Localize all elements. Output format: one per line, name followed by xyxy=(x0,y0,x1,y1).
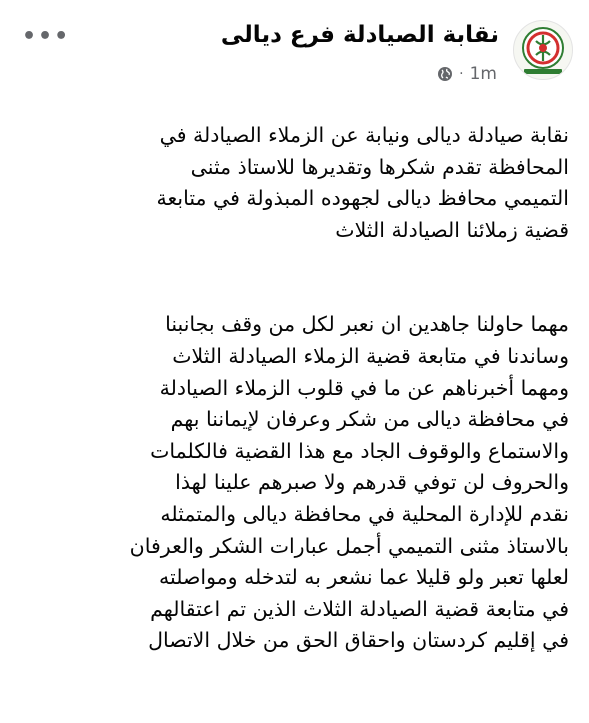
post-line: لعلها تعبر ولو قليلا عما نشعر به لتدخله ومواصلته xyxy=(159,565,569,590)
post-line: المحافظة تقدم شكرها وتقديرها للاستاذ مثنى xyxy=(190,154,569,179)
syndicate-logo-icon xyxy=(514,21,572,79)
post-line: التميمي محافظ ديالى لجهوده المبذولة في متابعة xyxy=(156,186,569,211)
post-line: في إقليم كردستان واحقاق الحق من خلال الاتصال xyxy=(148,628,569,653)
page-avatar[interactable] xyxy=(513,20,573,80)
post-line: نقابة صيادلة ديالى ونيابة عن الزملاء الصيادلة في xyxy=(159,123,569,147)
post-meta xyxy=(437,64,497,84)
post-line: نقدم للإدارة المحلية في محافظة ديالى والمتمثله xyxy=(160,501,569,526)
post-line: وساندنا في متابعة قضية الزملاء الصيادلة الثلاث xyxy=(172,343,569,368)
post-paragraph-1 xyxy=(14,120,569,246)
post-line: في متابعة قضية الصيادلة الثلاث الذين تم اعتقالهم xyxy=(150,596,569,621)
post-line: والحروف لن توفي قدرهم ولا صبرهم علينا لهذا xyxy=(175,470,569,495)
post-line: والاستماع والوقوف الجاد مع هذا القضية فالكلمات xyxy=(150,438,569,463)
post-line: مهما حاولنا جاهدين ان نعبر لكل من وقف بجانبنا xyxy=(165,312,569,337)
post-line: بالاستاذ مثنى التميمي أجمل عبارات الشكر والعرفان xyxy=(129,533,569,558)
more-options-icon[interactable]: ••• xyxy=(22,24,71,49)
page-name-link[interactable]: نقابة الصيادلة فرع ديالى xyxy=(220,22,499,48)
post-line: ومهما أخبرناهم عن ما في قلوب الزملاء الصيادلة xyxy=(159,375,569,400)
post-paragraph-2 xyxy=(14,309,569,657)
post-text xyxy=(14,120,569,657)
globe-icon[interactable] xyxy=(437,66,453,82)
post-header xyxy=(0,0,589,100)
post-line: في محافظة ديالى من شكر وعرفان لإيماننا بهم xyxy=(170,407,569,432)
post-line: قضية زملائنا الصيادلة الثلاث xyxy=(335,217,569,242)
meta-separator: · xyxy=(459,66,464,82)
post-time-link[interactable]: 1m xyxy=(469,64,497,84)
